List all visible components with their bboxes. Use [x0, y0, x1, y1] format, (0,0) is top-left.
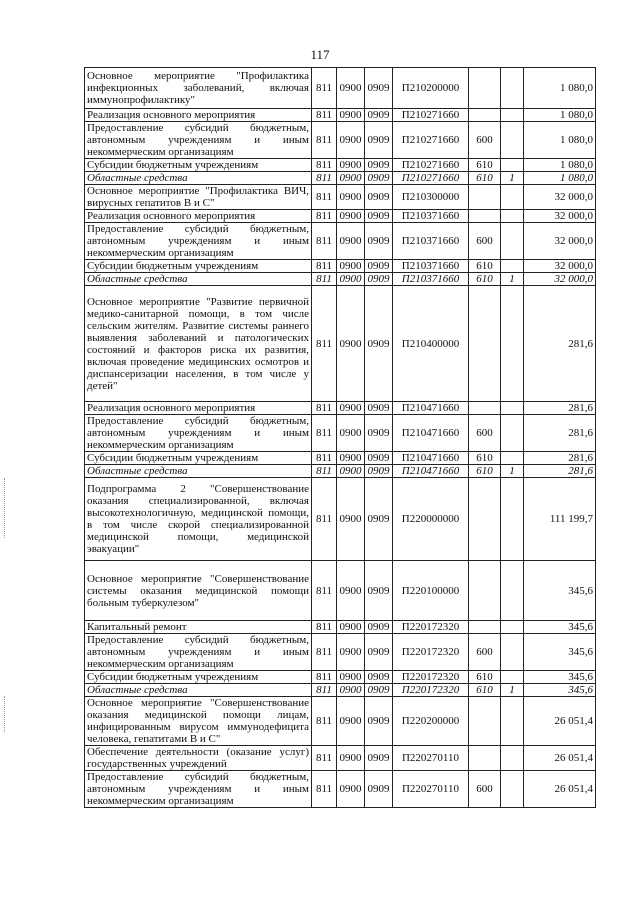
row-expense-type: 610: [469, 465, 501, 478]
row-ministry: 811: [312, 286, 337, 402]
row-target: П210471660: [393, 415, 469, 452]
row-amount: 1 080,0: [524, 68, 596, 109]
row-amount: 32 000,0: [524, 260, 596, 273]
row-name: Субсидии бюджетным учреждениям: [85, 159, 312, 172]
row-ministry: 811: [312, 122, 337, 159]
row-name: Субсидии бюджетным учреждениям: [85, 671, 312, 684]
row-ministry: 811: [312, 697, 337, 746]
row-expense-type: 610: [469, 172, 501, 185]
row-name: Предоставление субсидий бюджетным, автономным учреждениям и иным некоммерческим организациям: [85, 415, 312, 452]
row-target: П210271660: [393, 109, 469, 122]
row-expense-type: 600: [469, 223, 501, 260]
row-section: 0900: [337, 684, 365, 697]
row-amount: 111 199,7: [524, 478, 596, 561]
row-source: [501, 286, 524, 402]
row-section: 0900: [337, 634, 365, 671]
row-expense-type: [469, 185, 501, 210]
table-row-regional-funds: [85, 172, 596, 185]
row-expense-type: 610: [469, 260, 501, 273]
row-amount: 281,6: [524, 465, 596, 478]
row-subsection: 0909: [365, 159, 393, 172]
row-section: 0900: [337, 159, 365, 172]
row-ministry: 811: [312, 671, 337, 684]
row-target: П210271660: [393, 122, 469, 159]
row-target: П210300000: [393, 185, 469, 210]
row-section: 0900: [337, 260, 365, 273]
table-row: [85, 109, 596, 122]
row-amount: 32 000,0: [524, 185, 596, 210]
row-expense-type: [469, 68, 501, 109]
row-amount: 32 000,0: [524, 210, 596, 223]
row-amount: 345,6: [524, 671, 596, 684]
row-amount: 1 080,0: [524, 172, 596, 185]
row-amount: 345,6: [524, 561, 596, 621]
row-name: Капитальный ремонт: [85, 621, 312, 634]
row-subsection: 0909: [365, 621, 393, 634]
row-subsection: 0909: [365, 68, 393, 109]
table-row: [85, 260, 596, 273]
table-row: [85, 697, 596, 746]
table-row: [85, 621, 596, 634]
row-expense-type: 600: [469, 771, 501, 808]
row-name: Предоставление субсидий бюджетным, автономным учреждениям и иным некоммерческим организациям: [85, 771, 312, 808]
row-expense-type: 600: [469, 634, 501, 671]
row-ministry: 811: [312, 260, 337, 273]
budget-table: [84, 67, 596, 808]
row-section: 0900: [337, 223, 365, 260]
row-subsection: 0909: [365, 697, 393, 746]
row-amount: 1 080,0: [524, 109, 596, 122]
row-name: Реализация основного мероприятия: [85, 210, 312, 223]
row-name: Областные средства: [85, 273, 312, 286]
row-ministry: 811: [312, 159, 337, 172]
table-row: [85, 746, 596, 771]
row-section: 0900: [337, 286, 365, 402]
row-source: [501, 671, 524, 684]
row-expense-type: [469, 697, 501, 746]
row-amount: 281,6: [524, 402, 596, 415]
row-target: П220270110: [393, 771, 469, 808]
row-ministry: 811: [312, 634, 337, 671]
row-name: Основное мероприятие "Развитие первичной медико-санитарной помощи, в том числе сельским жителям. Развитие системы раннего выявления заболеваний и патологических состояний и факторов риска их развития, включая проведение медицинских осмотров и диспансеризации населения, в том числе у детей": [85, 286, 312, 402]
row-target: П210471660: [393, 452, 469, 465]
row-source: [501, 223, 524, 260]
row-target: П210371660: [393, 260, 469, 273]
row-source: [501, 771, 524, 808]
table-row: [85, 561, 596, 621]
row-section: 0900: [337, 273, 365, 286]
row-section: 0900: [337, 465, 365, 478]
row-source: 1: [501, 684, 524, 697]
row-subsection: 0909: [365, 185, 393, 210]
row-expense-type: [469, 402, 501, 415]
row-target: П210371660: [393, 273, 469, 286]
row-subsection: 0909: [365, 260, 393, 273]
row-expense-type: 600: [469, 415, 501, 452]
row-name: Реализация основного мероприятия: [85, 109, 312, 122]
row-subsection: 0909: [365, 210, 393, 223]
row-source: [501, 746, 524, 771]
table-row: [85, 122, 596, 159]
row-subsection: 0909: [365, 223, 393, 260]
row-target: П220172320: [393, 671, 469, 684]
row-expense-type: [469, 210, 501, 223]
row-amount: 1 080,0: [524, 122, 596, 159]
row-ministry: 811: [312, 68, 337, 109]
row-amount: 32 000,0: [524, 223, 596, 260]
row-name: Субсидии бюджетным учреждениям: [85, 260, 312, 273]
row-section: 0900: [337, 185, 365, 210]
row-section: 0900: [337, 452, 365, 465]
row-amount: 26 051,4: [524, 697, 596, 746]
row-amount: 281,6: [524, 452, 596, 465]
row-name: Подпрограмма 2 "Совершенствование оказания специализированной, включая высокотехнологичную, медицинской помощи, в том числе скорой специализированной медицинской помощи, медицинской эвакуации": [85, 478, 312, 561]
margin-dots-top: [4, 478, 9, 538]
row-source: [501, 634, 524, 671]
row-ministry: 811: [312, 223, 337, 260]
row-section: 0900: [337, 746, 365, 771]
row-section: 0900: [337, 621, 365, 634]
table-row: [85, 68, 596, 109]
row-target: П210471660: [393, 465, 469, 478]
row-amount: 32 000,0: [524, 273, 596, 286]
row-target: П220172320: [393, 634, 469, 671]
margin-dots-bottom: [4, 696, 9, 732]
row-expense-type: [469, 478, 501, 561]
row-amount: 345,6: [524, 684, 596, 697]
row-section: 0900: [337, 122, 365, 159]
row-section: 0900: [337, 771, 365, 808]
row-expense-type: [469, 746, 501, 771]
row-source: 1: [501, 172, 524, 185]
row-source: [501, 621, 524, 634]
row-source: [501, 478, 524, 561]
table-row: [85, 185, 596, 210]
row-section: 0900: [337, 210, 365, 223]
table-row-regional-funds: [85, 465, 596, 478]
row-name: Предоставление субсидий бюджетным, автономным учреждениям и иным некоммерческим организациям: [85, 122, 312, 159]
row-ministry: 811: [312, 561, 337, 621]
table-row-regional-funds: [85, 273, 596, 286]
row-subsection: 0909: [365, 771, 393, 808]
row-ministry: 811: [312, 684, 337, 697]
row-section: 0900: [337, 671, 365, 684]
row-subsection: 0909: [365, 561, 393, 621]
row-name: Областные средства: [85, 684, 312, 697]
row-section: 0900: [337, 68, 365, 109]
table-row: [85, 452, 596, 465]
row-subsection: 0909: [365, 415, 393, 452]
table-row: [85, 402, 596, 415]
row-target: П210271660: [393, 159, 469, 172]
row-target: П220172320: [393, 684, 469, 697]
row-name: Предоставление субсидий бюджетным, автономным учреждениям и иным некоммерческим организациям: [85, 223, 312, 260]
row-amount: 26 051,4: [524, 746, 596, 771]
table-row: [85, 210, 596, 223]
row-name: Субсидии бюджетным учреждениям: [85, 452, 312, 465]
row-target: П210400000: [393, 286, 469, 402]
table-row: [85, 478, 596, 561]
row-source: [501, 415, 524, 452]
row-source: [501, 109, 524, 122]
row-source: 1: [501, 465, 524, 478]
row-target: П210471660: [393, 402, 469, 415]
row-subsection: 0909: [365, 478, 393, 561]
row-target: П210200000: [393, 68, 469, 109]
row-target: П210371660: [393, 223, 469, 260]
row-expense-type: 610: [469, 671, 501, 684]
row-source: [501, 122, 524, 159]
row-source: [501, 68, 524, 109]
row-expense-type: 600: [469, 122, 501, 159]
row-target: П220000000: [393, 478, 469, 561]
row-name: Обеспечение деятельности (оказание услуг) государственных учреждений: [85, 746, 312, 771]
table-row: [85, 223, 596, 260]
row-ministry: 811: [312, 172, 337, 185]
row-subsection: 0909: [365, 172, 393, 185]
row-source: [501, 260, 524, 273]
row-target: П210271660: [393, 172, 469, 185]
row-source: 1: [501, 273, 524, 286]
row-source: [501, 402, 524, 415]
row-expense-type: [469, 109, 501, 122]
row-target: П210371660: [393, 210, 469, 223]
row-target: П220200000: [393, 697, 469, 746]
row-ministry: 811: [312, 415, 337, 452]
row-section: 0900: [337, 697, 365, 746]
row-subsection: 0909: [365, 273, 393, 286]
table-row: [85, 671, 596, 684]
row-section: 0900: [337, 561, 365, 621]
row-expense-type: 610: [469, 159, 501, 172]
row-section: 0900: [337, 109, 365, 122]
row-source: [501, 185, 524, 210]
table-body: [85, 68, 596, 808]
row-amount: 281,6: [524, 286, 596, 402]
row-target: П220270110: [393, 746, 469, 771]
row-amount: 345,6: [524, 634, 596, 671]
row-subsection: 0909: [365, 402, 393, 415]
row-name: Реализация основного мероприятия: [85, 402, 312, 415]
table-row: [85, 159, 596, 172]
row-name: Основное мероприятие "Совершенствование оказания медицинской помощи лицам, инфицированным вирусом иммунодефицита человека, гепатитами В и С": [85, 697, 312, 746]
table-row: [85, 286, 596, 402]
row-source: [501, 159, 524, 172]
row-source: [501, 561, 524, 621]
table-row: [85, 634, 596, 671]
row-section: 0900: [337, 172, 365, 185]
row-ministry: 811: [312, 771, 337, 808]
row-subsection: 0909: [365, 122, 393, 159]
row-source: [501, 452, 524, 465]
row-amount: 345,6: [524, 621, 596, 634]
row-name: Основное мероприятие "Совершенствование системы оказания медицинской помощи больным туберкулезом": [85, 561, 312, 621]
row-ministry: 811: [312, 185, 337, 210]
row-target: П220100000: [393, 561, 469, 621]
row-ministry: 811: [312, 273, 337, 286]
row-subsection: 0909: [365, 109, 393, 122]
table-row-regional-funds: [85, 684, 596, 697]
row-section: 0900: [337, 402, 365, 415]
row-section: 0900: [337, 415, 365, 452]
row-expense-type: 610: [469, 684, 501, 697]
row-source: [501, 697, 524, 746]
row-subsection: 0909: [365, 634, 393, 671]
row-subsection: 0909: [365, 671, 393, 684]
row-name: Основное мероприятие "Профилактика ВИЧ, вирусных гепатитов В и С": [85, 185, 312, 210]
row-expense-type: [469, 621, 501, 634]
row-ministry: 811: [312, 210, 337, 223]
page-number: 117: [310, 47, 330, 62]
row-ministry: 811: [312, 478, 337, 561]
row-amount: 26 051,4: [524, 771, 596, 808]
row-subsection: 0909: [365, 746, 393, 771]
row-expense-type: 610: [469, 452, 501, 465]
row-ministry: 811: [312, 746, 337, 771]
row-source: [501, 210, 524, 223]
row-target: П220172320: [393, 621, 469, 634]
table-row: [85, 415, 596, 452]
row-ministry: 811: [312, 452, 337, 465]
row-subsection: 0909: [365, 286, 393, 402]
row-expense-type: 610: [469, 273, 501, 286]
row-subsection: 0909: [365, 452, 393, 465]
row-name: Областные средства: [85, 465, 312, 478]
row-section: 0900: [337, 478, 365, 561]
row-expense-type: [469, 286, 501, 402]
row-amount: 1 080,0: [524, 159, 596, 172]
row-name: Основное мероприятие "Профилактика инфекционных заболеваний, включая иммунопрофилактику": [85, 68, 312, 109]
row-ministry: 811: [312, 402, 337, 415]
row-subsection: 0909: [365, 684, 393, 697]
row-ministry: 811: [312, 621, 337, 634]
row-amount: 281,6: [524, 415, 596, 452]
row-subsection: 0909: [365, 465, 393, 478]
row-ministry: 811: [312, 465, 337, 478]
row-ministry: 811: [312, 109, 337, 122]
row-name: Областные средства: [85, 172, 312, 185]
row-expense-type: [469, 561, 501, 621]
table-row: [85, 771, 596, 808]
row-name: Предоставление субсидий бюджетным, автономным учреждениям и иным некоммерческим организациям: [85, 634, 312, 671]
